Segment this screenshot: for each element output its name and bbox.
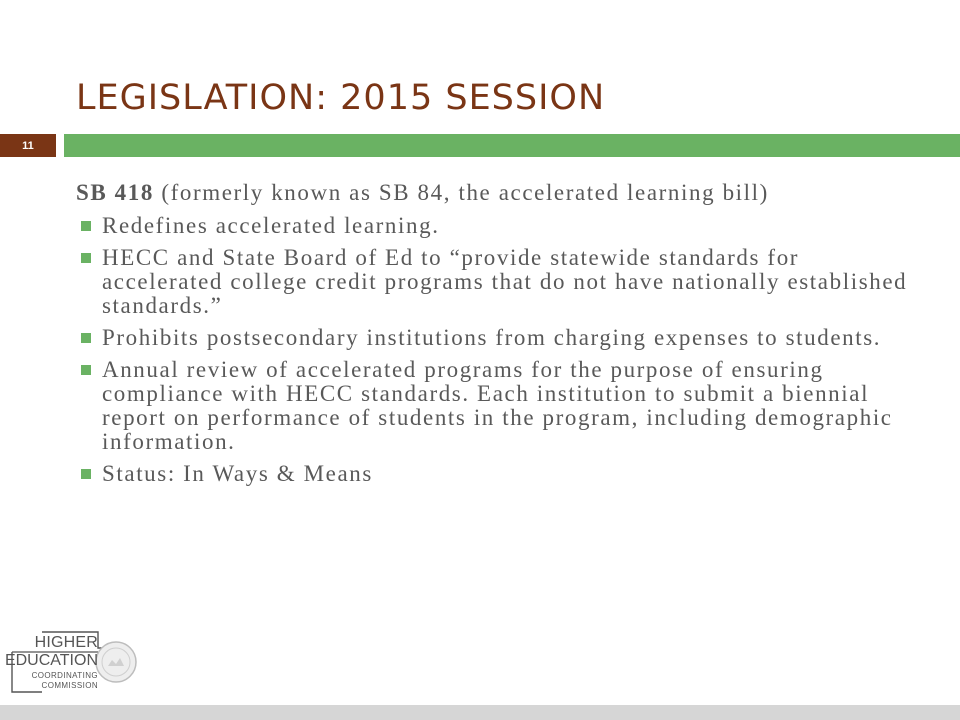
- bullet-item: [76, 358, 916, 454]
- logo-text-commission: COMMISSION: [41, 681, 98, 690]
- square-bullet-icon: [81, 221, 91, 231]
- bullet-text: Prohibits postsecondary institutions from charging expenses to students.: [102, 325, 882, 350]
- square-bullet-icon: [81, 333, 91, 343]
- bullet-item: [76, 326, 916, 350]
- bullet-list: [76, 214, 916, 486]
- bullet-item: [76, 214, 916, 238]
- square-bullet-icon: [81, 253, 91, 263]
- square-bullet-icon: [81, 365, 91, 375]
- bullet-item: [76, 462, 916, 486]
- logo-text-higher: HIGHER: [34, 634, 98, 651]
- bill-number: SB 418: [76, 180, 154, 205]
- slide-title: LEGISLATION: 2015 SESSION: [76, 78, 606, 118]
- square-bullet-icon: [81, 469, 91, 479]
- logo-text-education: EDUCATION: [4, 652, 98, 669]
- hecc-logo: [4, 630, 138, 694]
- slide-content: [76, 180, 916, 494]
- accent-bar: [64, 134, 960, 157]
- bullet-text: HECC and State Board of Ed to “provide statewide standards for accelerated college credit programs that do not have nationally established standards.”: [102, 245, 908, 318]
- bullet-text: Annual review of accelerated programs for the purpose of ensuring compliance with HECC standards. Each institution to submit a biennial report on performance of students in the program, including demographic information.: [102, 357, 893, 454]
- bullet-item: [76, 246, 916, 318]
- bullet-text: Redefines accelerated learning.: [102, 213, 440, 238]
- bullet-text: Status: In Ways & Means: [102, 461, 373, 486]
- main-point: [76, 180, 916, 205]
- logo-text-coordinating: COORDINATING: [31, 671, 98, 680]
- bill-description: (formerly known as SB 84, the accelerated learning bill): [153, 180, 769, 205]
- slide-number: 11: [0, 134, 56, 157]
- bottom-strip: [0, 705, 960, 720]
